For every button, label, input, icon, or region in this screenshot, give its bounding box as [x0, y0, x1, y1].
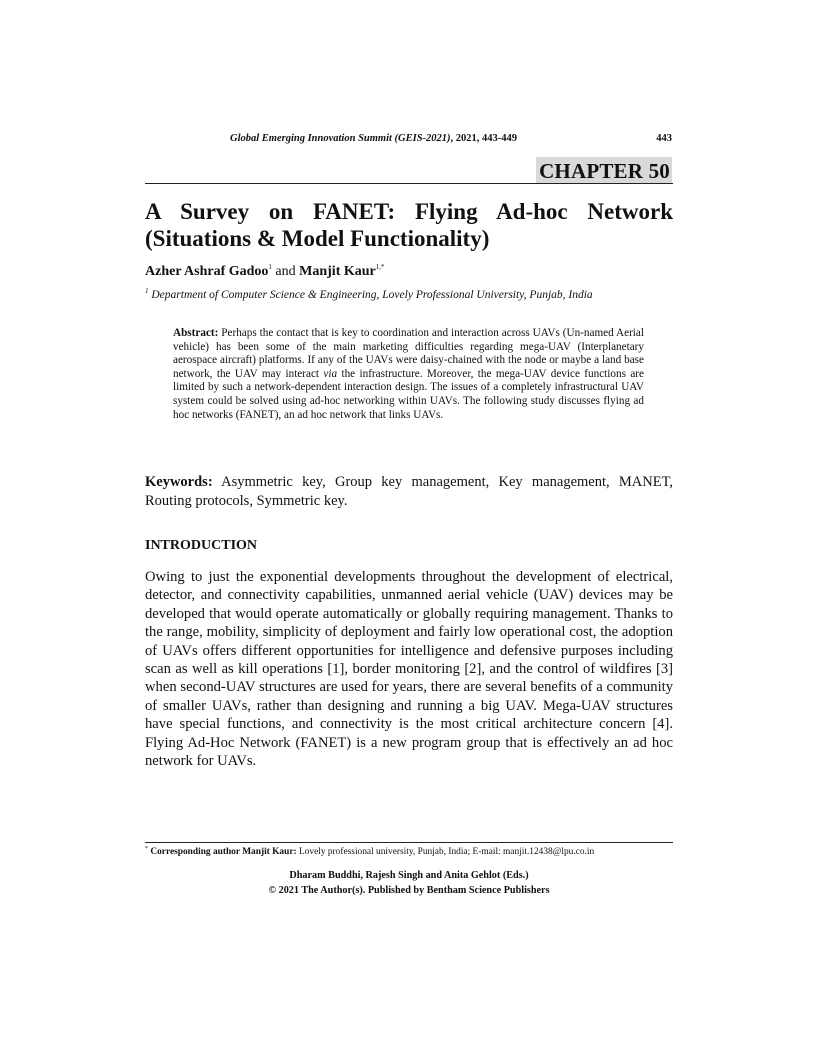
section-heading-introduction: INTRODUCTION — [145, 538, 258, 553]
editors-block — [145, 868, 673, 898]
keywords-text: Asymmetric key, Group key management, Key management, MANET, Routing protocols, Symmetric key. — [145, 474, 673, 509]
introduction-paragraph: Owing to just the exponential developments throughout the development of electrical, detector, and connectivity capabilities, unmanned aerial vehicle (UAV) devices may be developed that would operate automatically or globally requiring management. Thanks to the range, mobility, simplicity of deployment and fairly low operational cost, the adoption of UAVs offers different opportunities for intelligence and defensive purposes including scan as well as kill operations [1], border monitoring [2], and the control of wildfires [3] when second-UAV structures are used for years, there are several benefits of a community of smaller UAVs, rather than designing and running a big UAV. Mega-UAV structures have special functions, and connectivity is the most critical architecture concern [4]. Flying Ad-Hoc Network (FANET) is a new program group that is effectively an ad hoc network for UAVs. — [145, 569, 673, 770]
abstract-text-part-2: the infrastructure. Moreover, the mega-UAV device functions are limited by such a network-dependent interaction design. The issues of a completely infrastructural UAV system could be solved using ad-hoc networking within UAVs. The following study discusses flying ad hoc networks (FANET), an ad hoc network that links UAVs. — [173, 367, 644, 421]
abstract-label: Abstract: — [173, 327, 219, 339]
venue-suffix: , 2021, 443-449 — [450, 133, 518, 144]
abstract — [173, 327, 644, 422]
affiliation-mark: 1 — [145, 287, 149, 295]
page-number: 443 — [656, 133, 672, 144]
author-1-name: Azher Ashraf Gadoo — [145, 264, 269, 279]
copyright-line: © 2021 The Author(s). Published by Bentham Science Publishers — [268, 885, 550, 896]
editors-names: Dharam Buddhi, Rajesh Singh and Anita Gehlot (Eds.) — [289, 870, 529, 881]
abstract-italic-word: via — [323, 367, 338, 380]
paper-title — [145, 198, 673, 252]
affiliation — [145, 287, 593, 301]
keywords — [145, 473, 673, 510]
footnote-divider — [145, 842, 673, 843]
chapter-divider — [145, 183, 673, 184]
author-1-affiliation-mark: 1 — [268, 263, 272, 271]
venue-citation — [230, 133, 517, 144]
title-line-1: A Survey on FANET: Flying Ad-hoc Network — [145, 199, 673, 224]
author-2-affiliation-mark: 1,* — [375, 263, 385, 271]
footnote-text: Lovely professional university, Punjab, India; E-mail: manjit.12438@lpu.co.in — [296, 847, 595, 857]
footnote-label: Corresponding author Manjit Kaur: — [148, 847, 297, 857]
author-2-name: Manjit Kaur — [299, 264, 376, 279]
author-conjunction: and — [271, 264, 300, 279]
keywords-label: Keywords: — [145, 474, 213, 490]
affiliation-text: Department of Computer Science & Engineering, Lovely Professional University, Punjab, India — [148, 289, 593, 301]
abstract-text-part-1: Perhaps the contact that is key to coordination and interaction across UAVs (Un-named Aerial vehicle) has been some of the main marketing difficulties regarding mega-UAV (Interplanetary aerospace aircraft) platforms. If any of the UAVs were daisy-chained with the node or maybe a land base network, the UAV may interact — [173, 327, 644, 380]
running-header — [145, 133, 672, 149]
chapter-label: CHAPTER 50 — [536, 157, 672, 184]
footnote-mark: * — [145, 846, 148, 852]
venue-name: Global Emerging Innovation Summit (GEIS-2021) — [230, 133, 451, 144]
corresponding-author-footnote — [145, 846, 673, 857]
title-line-2: (Situations & Model Functionality) — [145, 226, 490, 251]
author-list — [145, 263, 385, 280]
